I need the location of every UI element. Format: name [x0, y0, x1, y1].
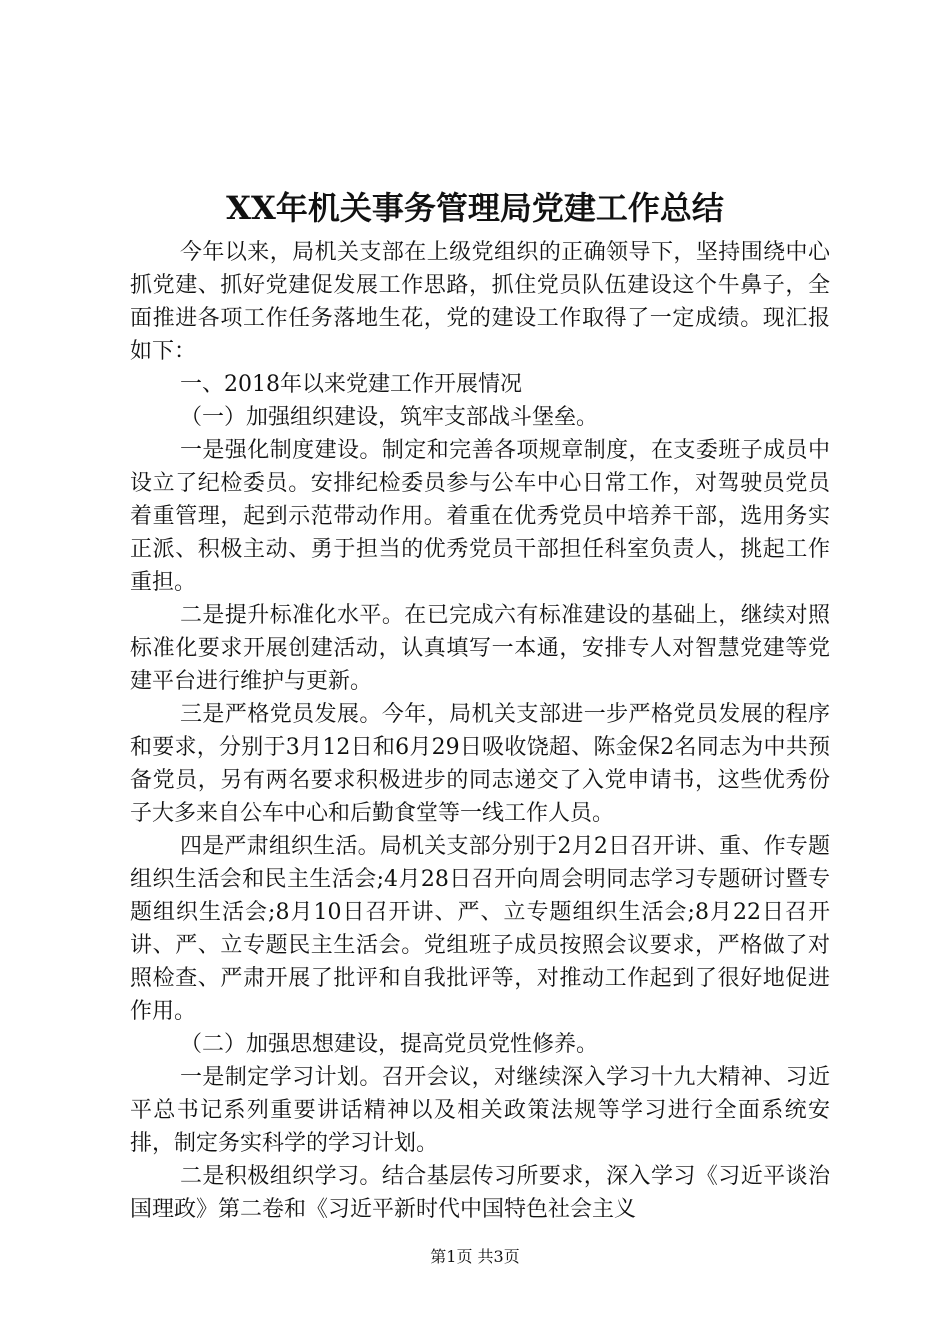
document-title: XX年机关事务管理局党建工作总结	[226, 189, 724, 227]
subsection-heading-1: （一）加强组织建设，筑牢支部战斗堡垒。	[180, 405, 599, 430]
page-footer: 第1页 共3页	[430, 1247, 520, 1266]
paragraph-organize-study: 二是积极组织学习。结合基层传习所要求，深入学习《习近平谈治国理政》第二卷和《习近平新时代中国特色社会主义	[130, 1164, 830, 1222]
paragraph-member-development: 三是严格党员发展。今年，局机关支部进一步严格党员发展的程序和要求，分别于3月12日和6月29日吸收饶超、陈金保2名同志为中共预备党员，另有两名要求积极进步的同志递交了入党申请书，这些优秀份子大多来自公车中心和后勤食堂等一线工作人员。	[130, 702, 830, 826]
paragraph-institution-building: 一是强化制度建设。制定和完善各项规章制度，在支委班子成员中设立了纪检委员。安排纪检委员参与公车中心日常工作，对驾驶员党员着重管理，起到示范带动作用。着重在优秀党员中培养干部，选用务实正派、积极主动、勇于担当的优秀党员干部担任科室负责人，挑起工作重担。	[130, 438, 830, 595]
subsection-heading-2: （二）加强思想建设，提高党员党性修养。	[180, 1032, 599, 1057]
paragraph-study-plan: 一是制定学习计划。召开会议，对继续深入学习十九大精神、习近平总书记系列重要讲话精神以及相关政策法规等学习进行全面系统安排，制定务实科学的学习计划。	[130, 1065, 830, 1156]
document-body	[130, 236, 830, 1226]
paragraph-organizational-life: 四是严肃组织生活。局机关支部分别于2月2日召开讲、重、作专题组织生活会和民主生活会;4月28日召开向周会明同志学习专题研讨暨专题组织生活会;8月10日召开讲、严、立专题组织生活会;8月22日召开讲、严、立专题民主生活会。党组班子成员按照会议要求，严格做了对照检查、严肃开展了批评和自我批评等，对推动工作起到了很好地促进作用。	[130, 834, 830, 1024]
paragraph-standardization: 二是提升标准化水平。在已完成六有标准建设的基础上，继续对照标准化要求开展创建活动，认真填写一本通，安排专人对智慧党建等党建平台进行维护与更新。	[130, 603, 830, 694]
paragraph-intro: 今年以来，局机关支部在上级党组织的正确领导下，坚持围绕中心抓党建、抓好党建促发展工作思路，抓住党员队伍建设这个牛鼻子，全面推进各项工作任务落地生花，党的建设工作取得了一定成绩。现汇报如下：	[130, 240, 830, 364]
section-heading-1: 一、2018年以来党建工作开展情况	[180, 372, 522, 397]
